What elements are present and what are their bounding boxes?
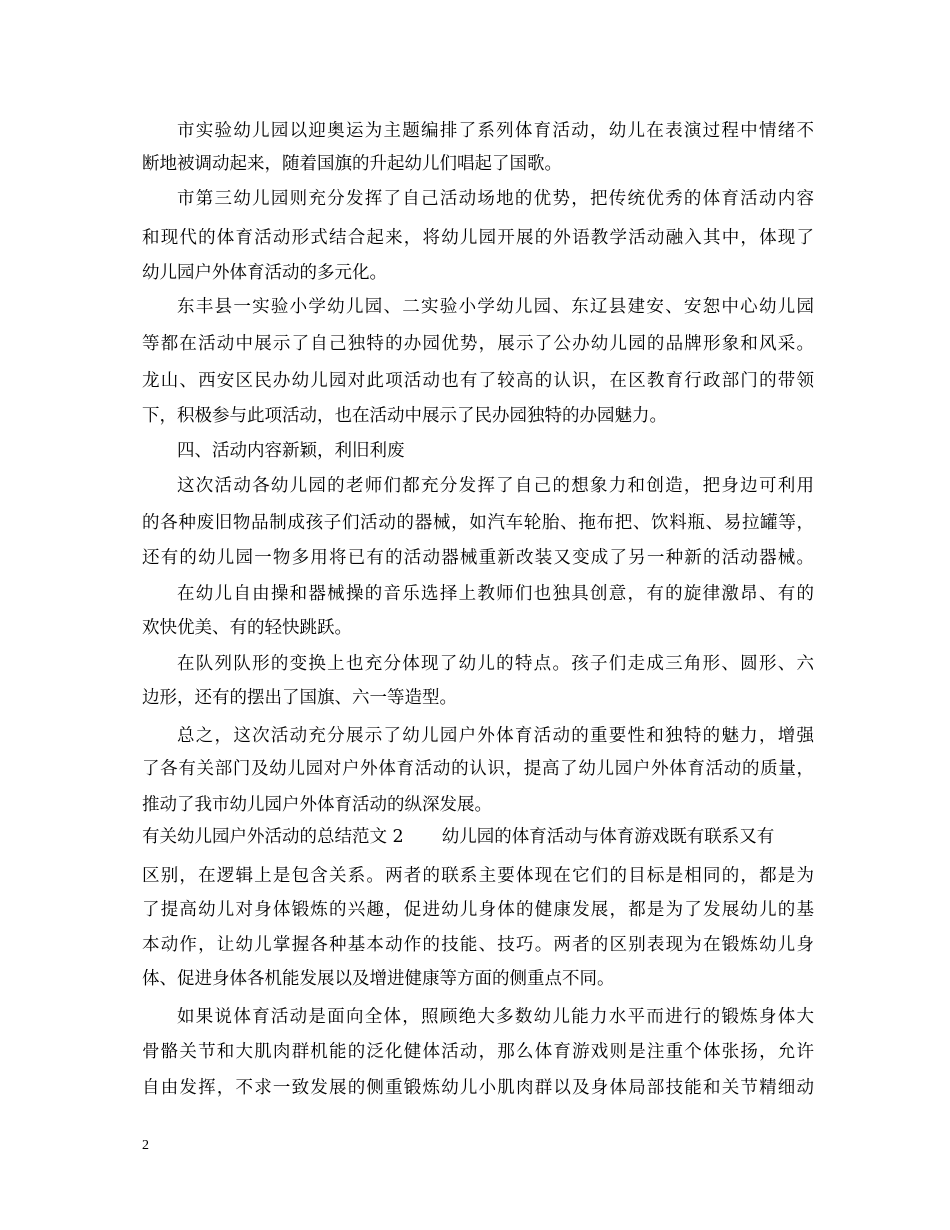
text-line: 区别，在逻辑上是包含关系。两者的联系主要体现在它们的目标是相同的，都是为 — [142, 866, 814, 886]
text-line: 等都在活动中展示了自己独特的办园优势，展示了公办幼儿园的品牌形象和风采。 — [142, 334, 814, 354]
text-line: 在幼儿自由操和器械操的音乐选择上教师们也独具创意，有的旋律激昂、有的 — [177, 584, 814, 604]
text-line: 还有的幼儿园一物多用将已有的活动器械重新改装又变成了另一种新的活动器械。 — [142, 548, 814, 568]
section-title: 有关幼儿园户外活动的总结范文 2 — [142, 827, 404, 847]
page-number: 2 — [142, 1138, 149, 1153]
text-line: 下，积极参与此项活动，也在活动中展示了民办园独特的办园魅力。 — [142, 406, 667, 426]
text-line: 了提高幼儿对身体锻炼的兴趣，促进幼儿身体的健康发展，都是为了发展幼儿的基 — [142, 900, 814, 920]
text-line: 自由发挥，不求一致发展的侧重锻炼幼儿小肌肉群以及身体局部技能和关节精细动 — [142, 1078, 814, 1098]
text-line: 在队列队形的变换上也充分体现了幼儿的特点。孩子们走成三角形、圆形、六 — [177, 654, 814, 674]
text-line: 了各有关部门及幼儿园对户外体育活动的认识，提高了幼儿园户外体育活动的质量， — [142, 759, 814, 779]
text-line: 东丰县一实验小学幼儿园、二实验小学幼儿园、东辽县建安、安恕中心幼儿园 — [177, 297, 814, 317]
text-line: 骨骼关节和大肌肉群机能的泛化健体活动，那么体育游戏则是注重个体张扬，允许 — [142, 1042, 814, 1062]
section-heading: 四、活动内容新颖，利旧利废 — [177, 441, 405, 461]
text-line: 如果说体育活动是面向全体，照顾绝大多数幼儿能力水平而进行的锻炼身体大 — [177, 1007, 814, 1027]
text-line: 推动了我市幼儿园户外体育活动的纵深发展。 — [142, 795, 492, 815]
text-line: 这次活动各幼儿园的老师们都充分发挥了自己的想象力和创造，把身边可利用 — [177, 476, 814, 496]
text-line: 本动作，让幼儿掌握各种基本动作的技能、技巧。两者的区别表现为在锻炼幼儿身 — [142, 935, 814, 955]
text-line: 总之，这次活动充分展示了幼儿园户外体育活动的重要性和独特的魅力，增强 — [177, 726, 814, 746]
text-line-with-title — [142, 825, 814, 849]
text-line: 边形，还有的摆出了国旗、六一等造型。 — [142, 688, 457, 708]
text-line: 断地被调动起来，随着国旗的升起幼儿们唱起了国歌。 — [142, 154, 562, 174]
text-line-continuation: 幼儿园的体育活动与体育游戏既有联系又有 — [441, 827, 775, 847]
text-line: 龙山、西安区民办幼儿园对此项活动也有了较高的认识，在区教育行政部门的带领 — [142, 371, 814, 391]
text-line: 市第三幼儿园则充分发挥了自己活动场地的优势，把传统优秀的体育活动内容 — [177, 189, 814, 209]
text-line: 幼儿园户外体育活动的多元化。 — [142, 263, 387, 283]
text-line: 欢快优美、有的轻快跳跃。 — [142, 618, 352, 638]
text-line: 和现代的体育活动形式结合起来，将幼儿园开展的外语教学活动融入其中，体现了 — [142, 228, 814, 248]
text-line: 市实验幼儿园以迎奥运为主题编排了系列体育活动，幼儿在表演过程中情绪不 — [177, 121, 814, 141]
text-line: 体、促进身体各机能发展以及增进健康等方面的侧重点不同。 — [142, 969, 615, 989]
text-line: 的各种废旧物品制成孩子们活动的器械，如汽车轮胎、拖布把、饮料瓶、易拉罐等， — [142, 513, 814, 533]
